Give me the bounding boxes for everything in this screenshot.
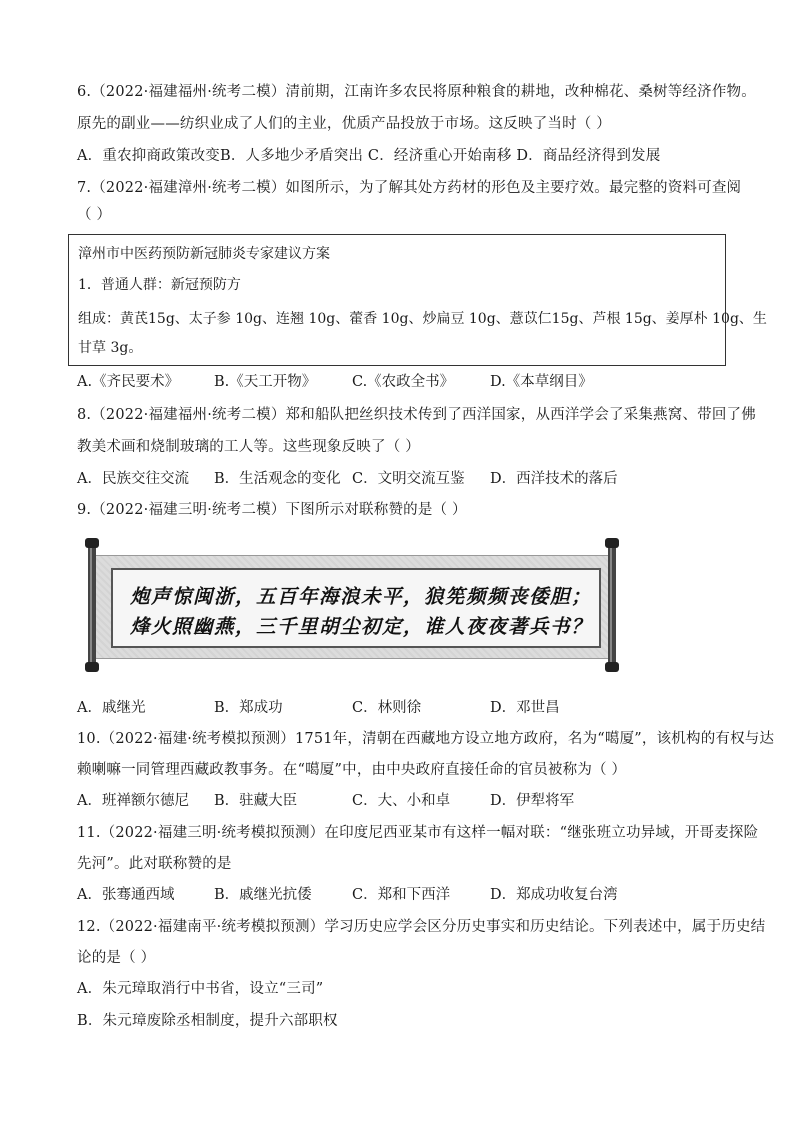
q9-stem: 9.（2022·福建三明·统考二模）下图所示对联称赞的是（ ） <box>77 502 467 518</box>
q8-option-a[interactable]: A．民族交往交流 <box>77 471 189 487</box>
q11-option-d[interactable]: D．郑成功收复台湾 <box>490 887 618 903</box>
q10-stem-line1: 10.（2022·福建·统考模拟预测）1751年，清朝在西藏地方设立地方政府，名为“噶厦”，该机构的有权与达 <box>77 731 775 747</box>
q10-option-d[interactable]: D．伊犁将军 <box>490 793 575 809</box>
q6-options: A．重农抑商政策改变B．人多地少矛盾突出 C．经济重心开始南移 D．商品经济得到发展 <box>77 148 661 164</box>
scroll-rod-left <box>85 538 99 672</box>
prescription-item: 1．普通人群：新冠预防方 <box>78 277 241 293</box>
q8-stem-line2: 教美术画和烧制玻璃的工人等。这些现象反映了（ ） <box>77 439 420 455</box>
q7-option-d[interactable]: D.《本草纲目》 <box>490 374 593 390</box>
q12-stem-line2: 论的是（ ） <box>77 950 156 966</box>
couplet-line1: 炮声惊闽浙，五百年海浪未平，狼筅频频丧倭胆； <box>130 585 593 608</box>
q12-option-a[interactable]: A．朱元璋取消行中书省，设立“三司” <box>77 981 324 997</box>
q8-stem-line1: 8.（2022·福建福州·统考二模）郑和船队把丝织技术传到了西洋国家，从西洋学会了采集燕窝、带回了佛 <box>77 407 756 423</box>
q12-stem-line1: 12.（2022·福建南平·统考模拟预测）学习历史应学会区分历史事实和历史结论。下列表述中，属于历史结 <box>77 919 766 935</box>
q8-option-c[interactable]: C．文明交流互鉴 <box>352 471 465 487</box>
q7-stem-line2: （ ） <box>77 207 112 223</box>
q11-stem-line1: 11.（2022·福建三明·统考模拟预测）在印度尼西亚某市有这样一幅对联：“继张班立功异域，开哥麦探险 <box>77 825 759 841</box>
q9-option-c[interactable]: C．林则徐 <box>352 700 422 716</box>
q10-option-a[interactable]: A．班禅额尔德尼 <box>77 793 189 809</box>
q11-stem-line2: 先河”。此对联称赞的是 <box>77 856 232 872</box>
q6-stem-line2: 原先的副业——纺织业成了人们的主业，优质产品投放于市场。这反映了当时（ ） <box>77 116 612 132</box>
q10-option-b[interactable]: B．驻藏大臣 <box>214 793 298 809</box>
q9-option-d[interactable]: D．邓世昌 <box>490 700 560 716</box>
q11-option-a[interactable]: A．张骞通西域 <box>77 887 175 903</box>
q7-option-a[interactable]: A.《齐民要术》 <box>77 374 180 390</box>
q9-option-b[interactable]: B．郑成功 <box>214 700 283 716</box>
q10-stem-line2: 赖喇嘛一同管理西藏政教事务。在“噶厦”中，由中央政府直接任命的官员被称为（ ） <box>77 762 627 778</box>
q7-prescription-box <box>68 234 767 366</box>
prescription-composition-line2: 甘草 3g。 <box>78 340 143 356</box>
q11-option-b[interactable]: B．戚继光抗倭 <box>214 887 312 903</box>
q10-option-c[interactable]: C．大、小和卓 <box>352 793 451 809</box>
q12-option-b[interactable]: B．朱元璋废除丞相制度，提升六部职权 <box>77 1013 338 1029</box>
couplet-line2: 烽火照幽燕，三千里胡尘初定，谁人夜夜著兵书？ <box>130 615 593 638</box>
couplet-scroll-image <box>85 538 627 672</box>
q8-option-d[interactable]: D．西洋技术的落后 <box>490 471 618 487</box>
q7-option-c[interactable]: C.《农政全书》 <box>352 374 455 390</box>
scroll-rod-right <box>605 538 619 672</box>
q7-stem-line1: 7.（2022·福建漳州·统考二模）如图所示，为了解其处方药材的形色及主要疗效。最完整的资料可查阅 <box>77 180 742 196</box>
prescription-title: 漳州市中医药预防新冠肺炎专家建议方案 <box>78 246 330 262</box>
q8-option-b[interactable]: B．生活观念的变化 <box>214 471 341 487</box>
q11-option-c[interactable]: C．郑和下西洋 <box>352 887 451 903</box>
q7-option-b[interactable]: B.《天工开物》 <box>214 374 317 390</box>
q9-option-a[interactable]: A．戚继光 <box>77 700 146 716</box>
prescription-composition-line1: 组成：黄芪15g、太子参 10g、连翘 10g、藿香 10g、炒扁豆 10g、薏苡仁15g、芦根 15g、姜厚朴 10g、生 <box>78 311 767 327</box>
q6-stem-line1: 6.（2022·福建福州·统考二模）清前期，江南许多农民将原种粮食的耕地，改种棉花、桑树等经济作物。 <box>77 84 756 100</box>
